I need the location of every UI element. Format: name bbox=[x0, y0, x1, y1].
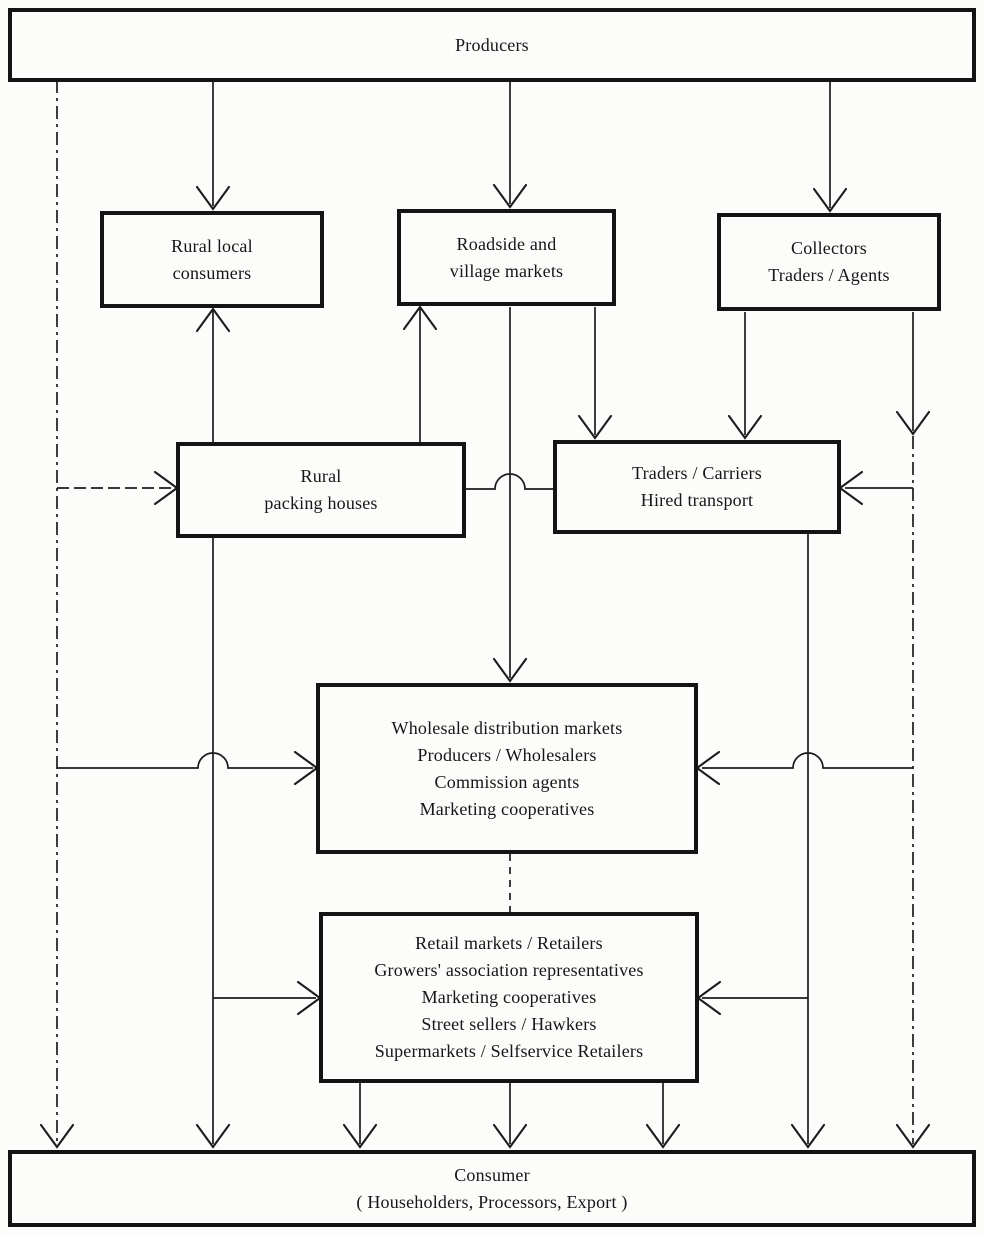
node-producers-label: Producers bbox=[455, 34, 529, 55]
node-wholesale-label-4: Marketing cooperatives bbox=[419, 798, 595, 819]
node-retail-label-3: Marketing cooperatives bbox=[421, 987, 597, 1007]
node-traders-label-1: Traders / Carriers bbox=[632, 463, 762, 483]
edge-left-rail-wholesale-branch bbox=[57, 752, 317, 784]
node-wholesale-label-2: Producers / Wholesalers bbox=[417, 744, 597, 765]
edge-producers-collectors bbox=[814, 80, 846, 211]
edge-left-rail-packing-branch bbox=[57, 472, 177, 504]
edge-right-rail-traders-branch bbox=[840, 472, 913, 504]
edge-packing-rural-local bbox=[197, 309, 229, 443]
node-traders-carriers bbox=[553, 440, 841, 534]
node-retail-label-1: Retail markets / Retailers bbox=[415, 933, 603, 953]
node-rural-local-label-1: Rural local bbox=[171, 235, 253, 256]
edge-right-rail-wholesale-branch bbox=[697, 752, 913, 784]
node-rural-local-label-2: consumers bbox=[172, 262, 252, 283]
node-collectors-traders-agents bbox=[717, 213, 941, 311]
edge-collectors-traders bbox=[729, 312, 761, 438]
edge-roadside-traders bbox=[579, 307, 611, 438]
edge-packing-consumer bbox=[197, 537, 229, 1147]
edge-retail-consumer-right bbox=[647, 1082, 679, 1147]
edge-traders-consumer bbox=[792, 533, 824, 1147]
node-retail-markets bbox=[319, 912, 699, 1083]
node-roadside-village-markets bbox=[397, 209, 616, 306]
edge-traders-line-retail-branch bbox=[698, 982, 808, 1014]
node-retail-label-2: Growers' association representatives bbox=[374, 960, 644, 980]
node-wholesale-distribution-markets bbox=[316, 683, 698, 854]
node-consumer-label-1: Consumer bbox=[454, 1164, 530, 1185]
node-packing-label-2: packing houses bbox=[264, 493, 378, 513]
node-rural-local-consumers bbox=[100, 211, 324, 308]
node-retail-label-5: Supermarkets / Selfservice Retailers bbox=[374, 1041, 644, 1061]
edge-packing-roadside bbox=[404, 307, 436, 443]
edge-collectors-right-rail bbox=[897, 312, 929, 1147]
node-consumer bbox=[8, 1150, 976, 1227]
node-consumer-label-2: ( Householders, Processors, Export ) bbox=[356, 1191, 628, 1212]
edge-retail-consumer-left bbox=[344, 1082, 376, 1147]
node-roadside-label-2: village markets bbox=[449, 260, 564, 281]
edge-retail-consumer-center bbox=[494, 1082, 526, 1147]
edge-producers-roadside bbox=[494, 80, 526, 207]
node-producers bbox=[8, 8, 976, 82]
node-rural-packing-houses bbox=[176, 442, 466, 538]
node-collectors-label-2: Traders / Agents bbox=[768, 265, 890, 285]
edge-roadside-wholesale bbox=[494, 307, 526, 681]
edge-packing-line-retail-branch bbox=[213, 982, 320, 1014]
node-traders-label-2: Hired transport bbox=[640, 490, 754, 510]
node-collectors-label-1: Collectors bbox=[791, 238, 867, 258]
node-packing-label-1: Rural bbox=[300, 466, 342, 486]
edge-producers-rural-local bbox=[197, 80, 229, 209]
node-retail-label-4: Street sellers / Hawkers bbox=[421, 1014, 597, 1034]
node-wholesale-label-1: Wholesale distribution markets bbox=[391, 717, 623, 738]
node-wholesale-label-3: Commission agents bbox=[434, 771, 580, 792]
edge-producers-consumer-left-rail bbox=[41, 80, 73, 1147]
node-roadside-label-1: Roadside and bbox=[456, 233, 557, 254]
